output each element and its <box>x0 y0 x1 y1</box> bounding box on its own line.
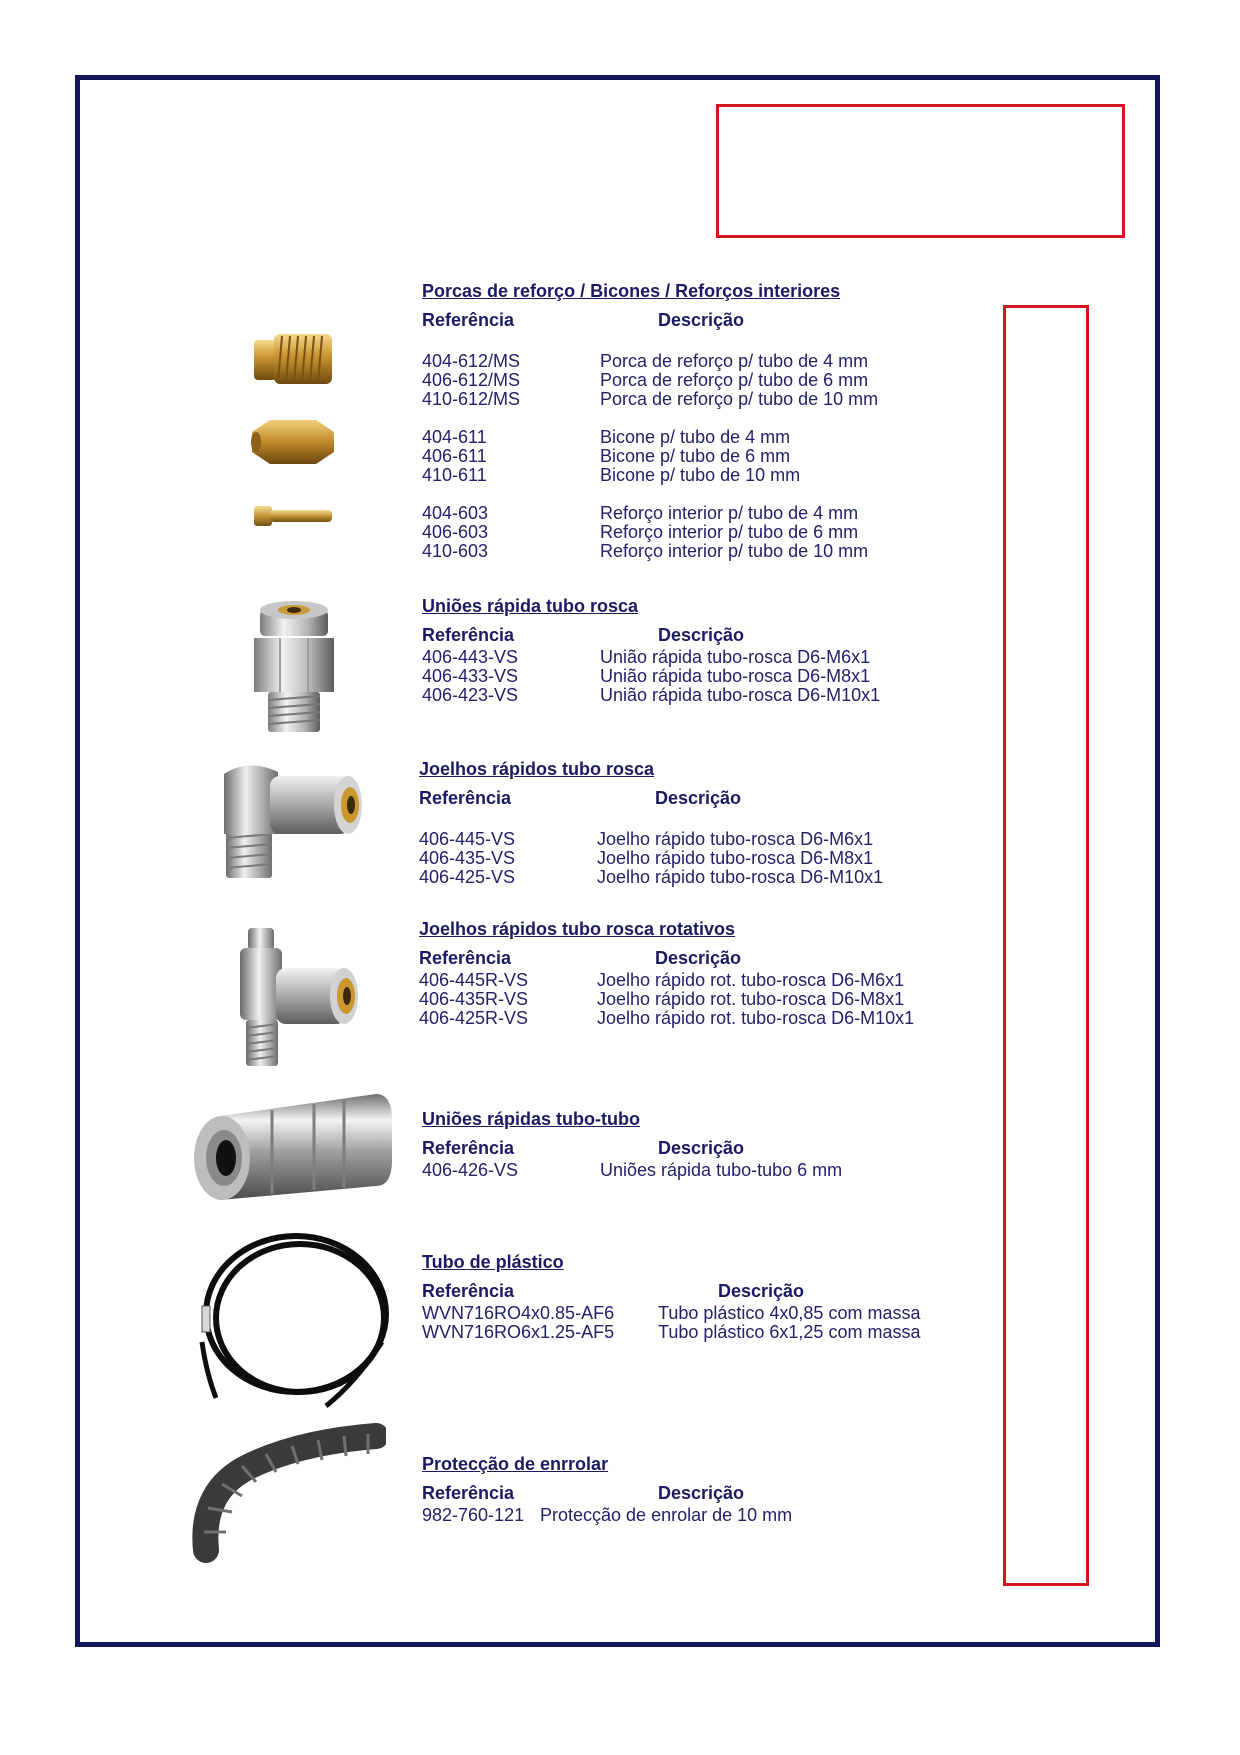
table-row <box>422 390 982 409</box>
row-ref: 404-611 <box>422 427 487 447</box>
table-header <box>422 1484 982 1506</box>
section-title: Joelhos rápidos tubo rosca <box>419 759 655 779</box>
row-ref: 982-760-121 <box>422 1505 525 1525</box>
header-ref: Referência <box>422 1281 515 1301</box>
section-reinforcements <box>422 282 982 561</box>
row-ref: 406-445-VS <box>419 829 516 849</box>
section-plastic-tube <box>422 1253 982 1342</box>
straight-union-icon <box>246 596 342 736</box>
table-header <box>422 1282 982 1304</box>
reinforcement-nut-icon <box>248 326 338 392</box>
row-ref: 406-445R-VS <box>419 970 529 990</box>
table-row <box>422 447 982 466</box>
table-row <box>422 1304 982 1323</box>
header-ref: Referência <box>422 1138 515 1158</box>
tube-union-icon <box>180 1080 404 1214</box>
row-desc: Reforço interior p/ tubo de 6 mm <box>600 522 859 542</box>
section-title: Tubo de plástico <box>422 1252 564 1272</box>
table-row <box>422 504 982 523</box>
table-header <box>419 789 979 811</box>
row-desc: Porca de reforço p/ tubo de 4 mm <box>600 351 869 371</box>
row-ref: WVN716RO4x0.85-AF6 <box>422 1303 615 1323</box>
spiral-wrap-icon <box>190 1420 386 1582</box>
table-row <box>419 1009 979 1028</box>
row-ref: 406-435R-VS <box>419 989 529 1009</box>
row-desc: Bicone p/ tubo de 6 mm <box>600 446 791 466</box>
header-desc: Descrição <box>658 310 745 330</box>
row-ref: 406-603 <box>422 522 489 542</box>
row-desc: Tubo plástico 4x0,85 com massa <box>658 1303 921 1323</box>
row-ref: 406-425-VS <box>419 867 516 887</box>
row-desc: Reforço interior p/ tubo de 4 mm <box>600 503 859 523</box>
row-desc: Joelho rápido rot. tubo-rosca D6-M6x1 <box>597 970 905 990</box>
row-desc: União rápida tubo-rosca D6-M6x1 <box>600 647 871 667</box>
header-desc: Descrição <box>718 1281 805 1301</box>
row-desc: Bicone p/ tubo de 4 mm <box>600 427 791 447</box>
row-desc: Reforço interior p/ tubo de 10 mm <box>600 541 869 561</box>
table-row <box>422 466 982 485</box>
row-ref: 406-425R-VS <box>419 1008 529 1028</box>
row-desc: Uniões rápida tubo-tubo 6 mm <box>600 1160 843 1180</box>
table-row <box>422 648 982 667</box>
table-row <box>422 428 982 447</box>
table-row <box>422 1506 982 1525</box>
section-spiral-wrap <box>422 1455 982 1525</box>
table-row <box>422 1323 982 1342</box>
section-tube-unions <box>422 1110 982 1180</box>
row-ref: 406-435-VS <box>419 848 516 868</box>
header-ref: Referência <box>422 310 515 330</box>
section-rotary-elbows <box>419 920 979 1028</box>
row-desc: Bicone p/ tubo de 10 mm <box>600 465 801 485</box>
header-ref: Referência <box>422 625 515 645</box>
row-ref: 410-612/MS <box>422 389 521 409</box>
section-title: Porcas de reforço / Bicones / Reforços interiores <box>422 281 841 301</box>
table-row <box>422 352 982 371</box>
row-desc: Joelho rápido tubo-rosca D6-M10x1 <box>597 867 884 887</box>
section-title: Joelhos rápidos tubo rosca rotativos <box>419 919 736 939</box>
header-ref: Referência <box>419 788 512 808</box>
rotary-elbow-icon <box>226 924 370 1070</box>
row-ref: 406-426-VS <box>422 1160 519 1180</box>
inner-reinforcement-icon <box>250 500 336 532</box>
header-desc: Descrição <box>658 1483 745 1503</box>
row-desc: Protecção de enrolar de 10 mm <box>540 1505 793 1525</box>
header-ref: Referência <box>422 1483 515 1503</box>
header-ref: Referência <box>419 948 512 968</box>
row-ref: 410-611 <box>422 465 487 485</box>
header-desc: Descrição <box>655 788 742 808</box>
header-desc: Descrição <box>655 948 742 968</box>
section-straight-unions <box>422 597 982 705</box>
table-row <box>422 686 982 705</box>
row-desc: União rápida tubo-rosca D6-M10x1 <box>600 685 881 705</box>
bicone-icon <box>248 414 338 470</box>
table-row <box>422 1161 982 1180</box>
row-ref: 406-423-VS <box>422 685 519 705</box>
red-box-side <box>1003 305 1089 1586</box>
table-header <box>419 949 979 971</box>
row-ref: 406-611 <box>422 446 487 466</box>
row-ref: 410-603 <box>422 541 489 561</box>
row-ref: 406-443-VS <box>422 647 519 667</box>
row-ref: 406-433-VS <box>422 666 519 686</box>
table-row <box>422 667 982 686</box>
section-title: Uniões rápida tubo rosca <box>422 596 639 616</box>
table-header <box>422 311 982 333</box>
row-ref: WVN716RO6x1.25-AF5 <box>422 1322 615 1342</box>
elbow-fitting-icon <box>214 754 374 884</box>
table-row <box>419 849 979 868</box>
table-row <box>419 830 979 849</box>
header-desc: Descrição <box>658 625 745 645</box>
plastic-tube-coil-icon <box>186 1222 396 1418</box>
section-elbows <box>419 760 979 887</box>
row-desc: Joelho rápido rot. tubo-rosca D6-M8x1 <box>597 989 905 1009</box>
row-desc: Joelho rápido tubo-rosca D6-M6x1 <box>597 829 874 849</box>
table-row <box>419 990 979 1009</box>
row-desc: Joelho rápido rot. tubo-rosca D6-M10x1 <box>597 1008 915 1028</box>
row-ref: 404-612/MS <box>422 351 521 371</box>
row-ref: 406-612/MS <box>422 370 521 390</box>
table-header <box>422 626 982 648</box>
header-desc: Descrição <box>658 1138 745 1158</box>
table-header <box>422 1139 982 1161</box>
row-desc: Porca de reforço p/ tubo de 10 mm <box>600 389 879 409</box>
row-desc: Porca de reforço p/ tubo de 6 mm <box>600 370 869 390</box>
section-title: Protecção de enrrolar <box>422 1454 609 1474</box>
row-desc: Tubo plástico 6x1,25 com massa <box>658 1322 921 1342</box>
table-row <box>422 371 982 390</box>
row-ref: 404-603 <box>422 503 489 523</box>
table-row <box>419 868 979 887</box>
table-row <box>422 523 982 542</box>
red-box-top <box>716 104 1125 238</box>
table-row <box>419 971 979 990</box>
table-row <box>422 542 982 561</box>
row-desc: União rápida tubo-rosca D6-M8x1 <box>600 666 871 686</box>
section-title: Uniões rápidas tubo-tubo <box>422 1109 640 1129</box>
row-desc: Joelho rápido tubo-rosca D6-M8x1 <box>597 848 874 868</box>
